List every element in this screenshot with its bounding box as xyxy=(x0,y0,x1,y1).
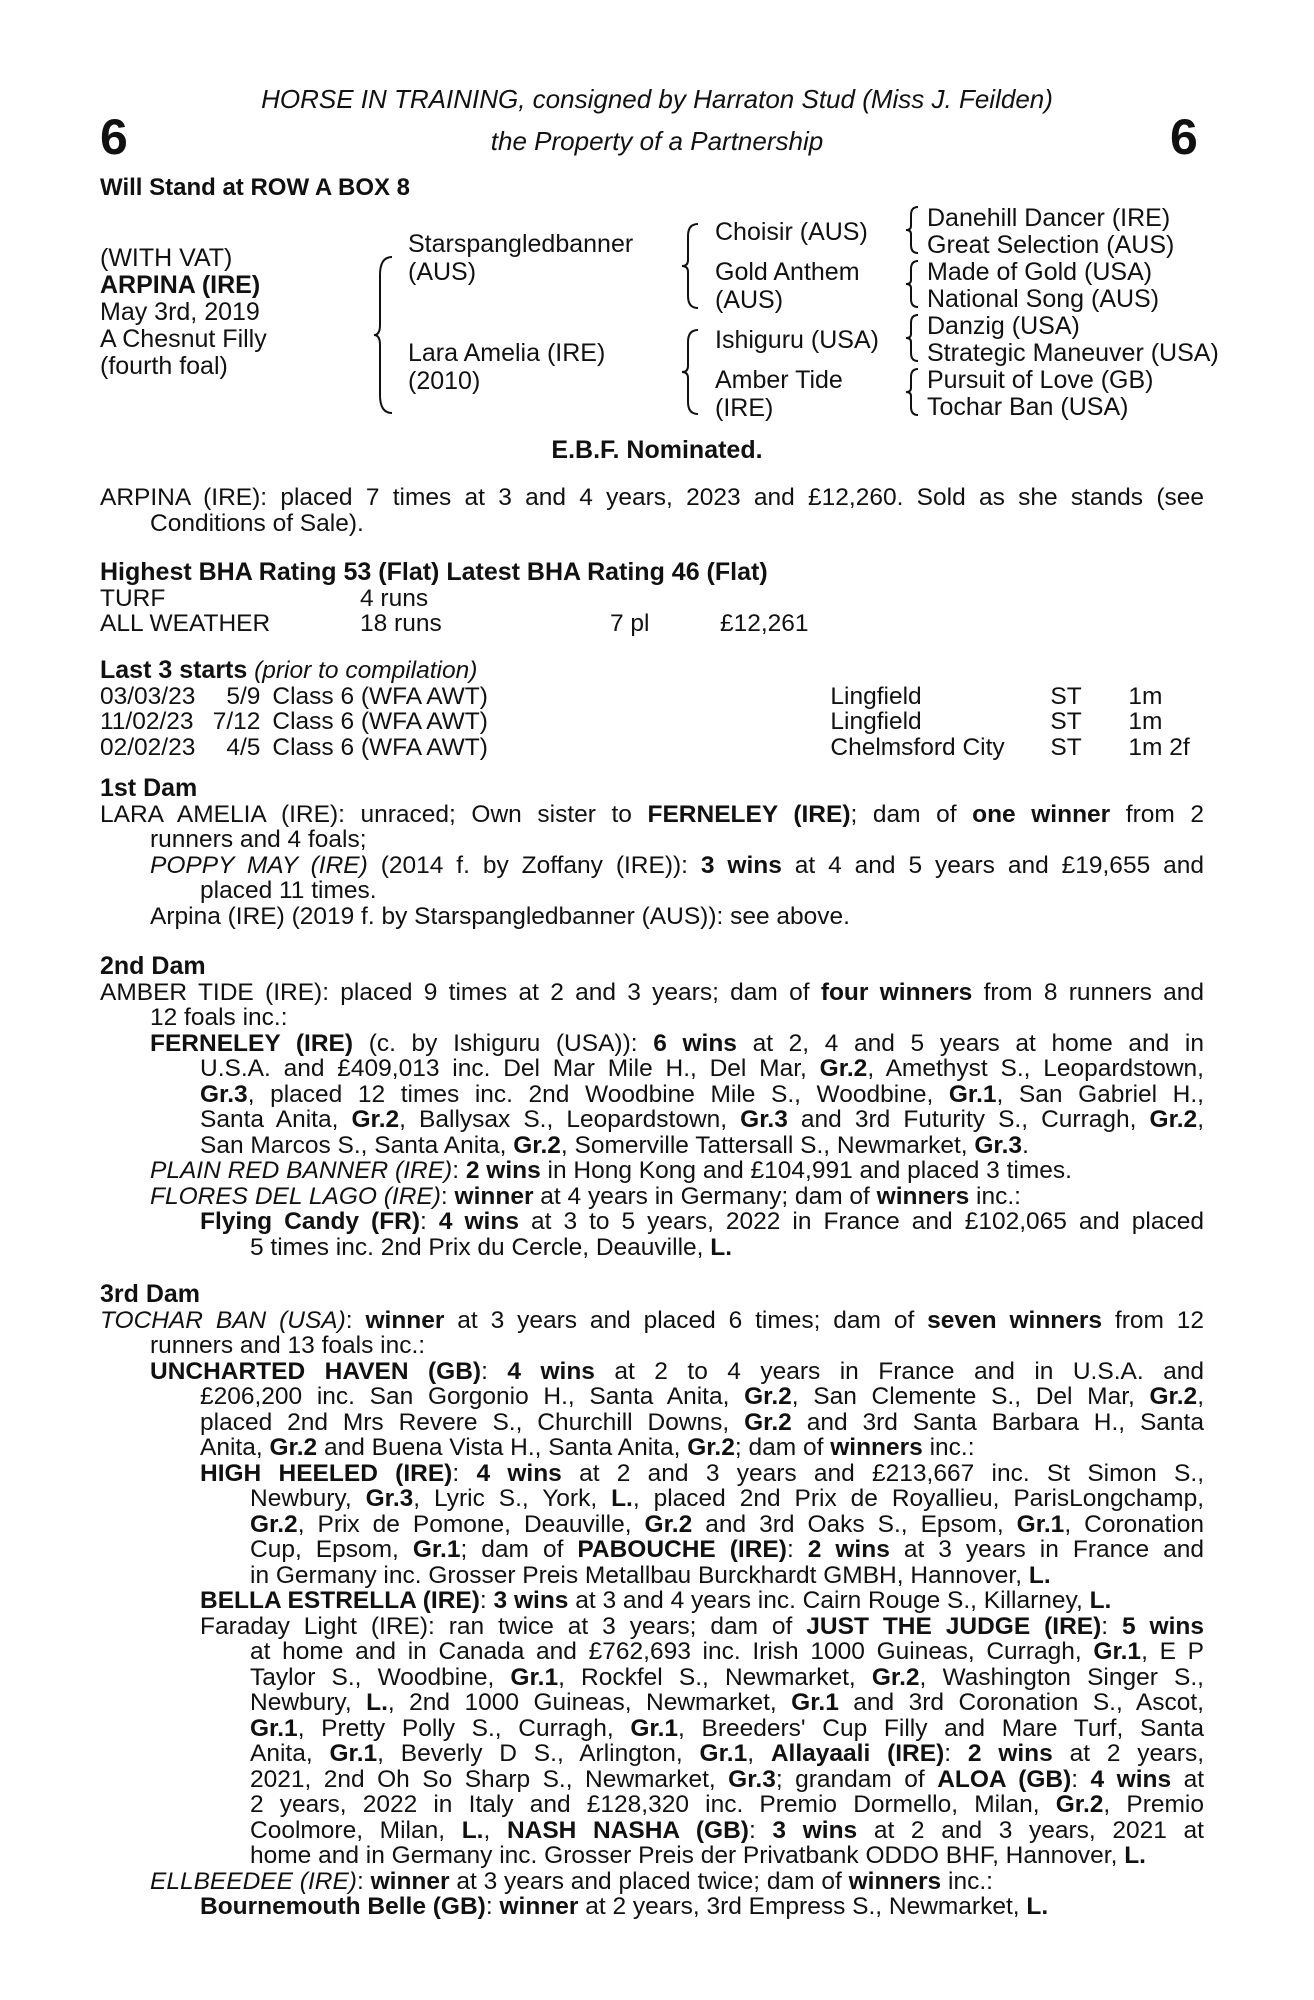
dam-name: Lara Amelia (IRE) xyxy=(408,339,606,367)
sire-dam-country: (AUS) xyxy=(715,286,784,314)
pedigree-bracket-sire xyxy=(680,222,700,310)
lot-number-right: 6 xyxy=(1170,109,1198,165)
horse-details xyxy=(100,245,267,380)
lot-number-left: 6 xyxy=(100,109,128,165)
dam-line: runners and 13 foals inc.: xyxy=(150,1332,426,1359)
dam-line: in Germany inc. Grosser Preis Metallbau Burckhardt GMBH, Hannover, L. xyxy=(250,1561,1051,1589)
dam-dam-country: (IRE) xyxy=(715,394,774,422)
dam-line: Cup, Epsom, Gr.1; dam of PABOUCHE (IRE): 2 wins at 3 years in France and xyxy=(250,1536,1204,1563)
dam-line: Coolmore, Milan, L., NASH NASHA (GB): 3 wins at 2 and 3 years, 2021 at xyxy=(250,1816,1204,1844)
third-dam-heading: 3rd Dam xyxy=(100,1280,201,1308)
second-dam-section xyxy=(100,954,1204,1260)
dam-line: Arpina (IRE) (2019 f. by Starspangledbanner (AUS)): see above. xyxy=(150,902,850,930)
race-summary xyxy=(100,485,1204,536)
dam-line: Newbury, Gr.3, Lyric S., York, L., placed 2nd Prix de Royallieu, ParisLongchamp, xyxy=(250,1485,1204,1512)
pedigree-bracket-1 xyxy=(904,205,920,255)
foal-number: (fourth foal) xyxy=(100,352,228,380)
summary-line: ARPINA (IRE): placed 7 times at 3 and 4 years, 2023 and £12,260. Sold as she stands (see xyxy=(100,484,1204,511)
start-class: Class 6 (WFA AWT) xyxy=(272,708,488,735)
dam-line: PLAIN RED BANNER (IRE): 2 wins in Hong Kong and £104,991 and placed 3 times. xyxy=(150,1157,1072,1184)
dam-line: at home and in Canada and £762,693 inc. Irish 1000 Guineas, Curragh, Gr.1, E P xyxy=(250,1638,1204,1665)
gg-2: Great Selection (AUS) xyxy=(927,231,1175,259)
ratings-heading: Highest BHA Rating 53 (Flat) Latest BHA Rating 46 (Flat) xyxy=(100,558,768,586)
pedigree-bracket-main xyxy=(372,255,394,415)
gg-8: Tochar Ban (USA) xyxy=(927,393,1129,421)
prize: £12,261 xyxy=(720,610,809,637)
dam-dam-name: Amber Tide xyxy=(715,366,843,394)
table-row xyxy=(100,735,1190,761)
dam-line: placed 11 times. xyxy=(200,877,377,904)
dam-line: BELLA ESTRELLA (IRE): 3 wins at 3 and 4 years inc. Cairn Rouge S., Killarney, L. xyxy=(200,1587,1112,1614)
ebf-nominated: E.B.F. Nominated. xyxy=(551,436,763,464)
vat-note: (WITH VAT) xyxy=(100,244,233,272)
start-class: Class 6 (WFA AWT) xyxy=(272,733,488,761)
pedigree-bracket-dam xyxy=(680,328,700,416)
sire-dam xyxy=(715,258,860,314)
dam-line: Flying Candy (FR): 4 wins at 3 to 5 years, 2022 in France and £102,065 and placed xyxy=(200,1208,1204,1235)
start-position: 4/5 xyxy=(226,733,261,761)
sire-name: Starspangledbanner xyxy=(408,230,634,258)
horse-dob: May 3rd, 2019 xyxy=(100,298,260,326)
gg-1: Danehill Dancer (IRE) xyxy=(927,204,1171,232)
property-line: the Property of a Partnership xyxy=(490,126,824,156)
dam-line: 2 years, 2022 in Italy and £128,320 inc. Premio Dormello, Milan, Gr.2, Premio xyxy=(250,1791,1205,1818)
surface: ALL WEATHER xyxy=(100,610,271,637)
second-dam-heading: 2nd Dam xyxy=(100,952,206,980)
dam-line: FLORES DEL LAGO (IRE): winner at 4 years in Germany; dam of winners inc.: xyxy=(150,1182,1021,1210)
dam xyxy=(408,339,605,395)
dam-line: Bournemouth Belle (GB): winner at 2 years, 3rd Empress S., Newmarket, L. xyxy=(200,1893,1049,1920)
pedigree-bracket-3 xyxy=(904,313,920,363)
first-dam-section xyxy=(100,776,1204,929)
consignor-line: HORSE IN TRAINING, consigned by Harraton Stud (Miss J. Feilden) xyxy=(261,84,1053,114)
gg-5: Danzig (USA) xyxy=(927,312,1080,340)
starts-heading-note: (prior to compilation) xyxy=(254,657,478,684)
dam-line: £206,200 inc. San Gorgonio H., Santa Anita, Gr.2, San Clemente S., Del Mar, Gr.2, xyxy=(200,1383,1204,1410)
gg-7: Pursuit of Love (GB) xyxy=(927,366,1154,394)
dam-line: TOCHAR BAN (USA): winner at 3 years and placed 6 times; dam of seven winners from 12 xyxy=(100,1306,1205,1334)
start-distance: 1m xyxy=(1128,682,1163,710)
sire xyxy=(408,230,633,286)
placed: 7 pl xyxy=(610,610,650,637)
prize xyxy=(720,586,809,612)
start-going: ST xyxy=(1050,682,1082,710)
start-date: 11/02/23 xyxy=(100,708,194,735)
start-distance: 1m xyxy=(1128,708,1163,735)
third-dam-section xyxy=(100,1282,1204,1920)
start-course: Chelmsford City xyxy=(830,733,1005,761)
table-row xyxy=(100,684,1190,710)
dam-line: UNCHARTED HAVEN (GB): 4 wins at 2 to 4 years in France and in U.S.A. and xyxy=(150,1357,1204,1385)
pedigree-bracket-4 xyxy=(904,367,920,417)
dam-line: 5 times inc. 2nd Prix du Cercle, Deauville, L. xyxy=(250,1233,733,1261)
dam-line: Anita, Gr.2 and Buena Vista H., Santa Anita, Gr.2; dam of winners inc.: xyxy=(200,1434,975,1461)
surface: TURF xyxy=(100,584,166,612)
starts-heading xyxy=(100,658,1204,684)
dam-year: (2010) xyxy=(408,367,481,395)
horse-description: A Chesnut Filly xyxy=(100,325,267,353)
dam-line: Gr.2, Prix de Pomone, Deauville, Gr.2 and 3rd Oaks S., Epsom, Gr.1, Coronation xyxy=(250,1510,1204,1538)
dam-line: ELLBEEDEE (IRE): winner at 3 years and placed twice; dam of winners inc.: xyxy=(150,1867,993,1895)
sire-dam-name: Gold Anthem xyxy=(715,258,860,286)
start-going: ST xyxy=(1050,733,1082,761)
horse-name: ARPINA (IRE) xyxy=(100,271,261,299)
start-going: ST xyxy=(1050,708,1082,735)
dam-line: LARA AMELIA (IRE): unraced; Own sister to FERNELEY (IRE); dam of one winner from 2 xyxy=(100,800,1204,828)
dam-line: 12 foals inc.: xyxy=(150,1004,288,1031)
stand-location: Will Stand at ROW A BOX 8 xyxy=(100,174,411,201)
ratings-table xyxy=(100,586,809,637)
dam-line: Gr.3, placed 12 times inc. 2nd Woodbine Mile S., Woodbine, Gr.1, San Gabriel H., xyxy=(200,1080,1204,1108)
start-course: Lingfield xyxy=(830,708,922,735)
start-distance: 1m 2f xyxy=(1128,733,1190,761)
dam-line: U.S.A. and £409,013 inc. Del Mar Mile H., Del Mar, Gr.2, Amethyst S., Leopardstown, xyxy=(200,1055,1204,1082)
table-row xyxy=(100,709,1190,735)
dam-line: San Marcos S., Santa Anita, Gr.2, Somerville Tattersall S., Newmarket, Gr.3. xyxy=(200,1131,1029,1159)
start-course: Lingfield xyxy=(830,682,922,710)
table-row xyxy=(100,611,809,637)
starts-table xyxy=(100,684,1190,761)
dam-line: POPPY MAY (IRE) (2014 f. by Zoffany (IRE)): 3 wins at 4 and 5 years and £19,655 and xyxy=(150,851,1204,879)
gg-6: Strategic Maneuver (USA) xyxy=(927,339,1219,367)
dam-line: AMBER TIDE (IRE): placed 9 times at 2 and 3 years; dam of four winners from 8 runners and xyxy=(100,978,1204,1006)
dam-line: runners and 4 foals; xyxy=(150,826,367,853)
dam-line: Anita, Gr.1, Beverly D S., Arlington, Gr.1, Allayaali (IRE): 2 wins at 2 years, xyxy=(250,1740,1204,1767)
starts-heading-bold: Last 3 starts xyxy=(100,656,248,684)
gg-4: National Song (AUS) xyxy=(927,285,1160,313)
dam-line: Taylor S., Woodbine, Gr.1, Rockfel S., Newmarket, Gr.2, Washington Singer S., xyxy=(250,1663,1204,1691)
runs: 18 runs xyxy=(360,610,442,637)
start-date: 03/03/23 xyxy=(100,682,196,710)
dam-line: FERNELEY (IRE) (c. by Ishiguru (USA)): 6 wins at 2, 4 and 5 years at home and in xyxy=(150,1029,1204,1057)
sire-sire: Choisir (AUS) xyxy=(715,218,868,246)
dam-line: HIGH HEELED (IRE): 4 wins at 2 and 3 years and £213,667 inc. St Simon S., xyxy=(200,1459,1205,1487)
last-starts-section xyxy=(100,658,1204,760)
dam-line: Newbury, L., 2nd 1000 Guineas, Newmarket, Gr.1 and 3rd Coronation S., Ascot, xyxy=(250,1689,1204,1716)
dam-line: 2021, 2nd Oh So Sharp S., Newmarket, Gr.3; grandam of ALOA (GB): 4 wins at xyxy=(250,1765,1205,1793)
first-dam-heading: 1st Dam xyxy=(100,774,198,802)
dam-line: Faraday Light (IRE): ran twice at 3 years; dam of JUST THE JUDGE (IRE): 5 wins xyxy=(200,1612,1205,1640)
start-class: Class 6 (WFA AWT) xyxy=(272,682,488,710)
runs: 4 runs xyxy=(360,584,429,612)
pedigree-bracket-2 xyxy=(904,259,920,309)
start-position: 5/9 xyxy=(226,682,261,710)
start-position: 7/12 xyxy=(212,708,261,735)
gg-3: Made of Gold (USA) xyxy=(927,258,1153,286)
sire-country: (AUS) xyxy=(408,258,477,286)
table-row xyxy=(100,586,809,612)
ratings-section xyxy=(100,560,1204,637)
dam-line: placed 2nd Mrs Revere S., Churchill Downs, Gr.2 and 3rd Santa Barbara H., Santa xyxy=(200,1408,1204,1436)
dam-line: home and in Germany inc. Grosser Preis der Privatbank ODDO BHF, Hannover, L. xyxy=(250,1842,1146,1869)
dam-dam xyxy=(715,366,843,422)
dam-sire: Ishiguru (USA) xyxy=(715,326,879,354)
placed xyxy=(610,586,720,612)
dam-line: Gr.1, Pretty Polly S., Curragh, Gr.1, Breeders' Cup Filly and Mare Turf, Santa xyxy=(250,1714,1204,1742)
start-date: 02/02/23 xyxy=(100,733,196,761)
dam-line: Santa Anita, Gr.2, Ballysax S., Leopardstown, Gr.3 and 3rd Futurity S., Curragh, Gr.2, xyxy=(200,1106,1205,1133)
summary-line: Conditions of Sale). xyxy=(150,509,364,537)
